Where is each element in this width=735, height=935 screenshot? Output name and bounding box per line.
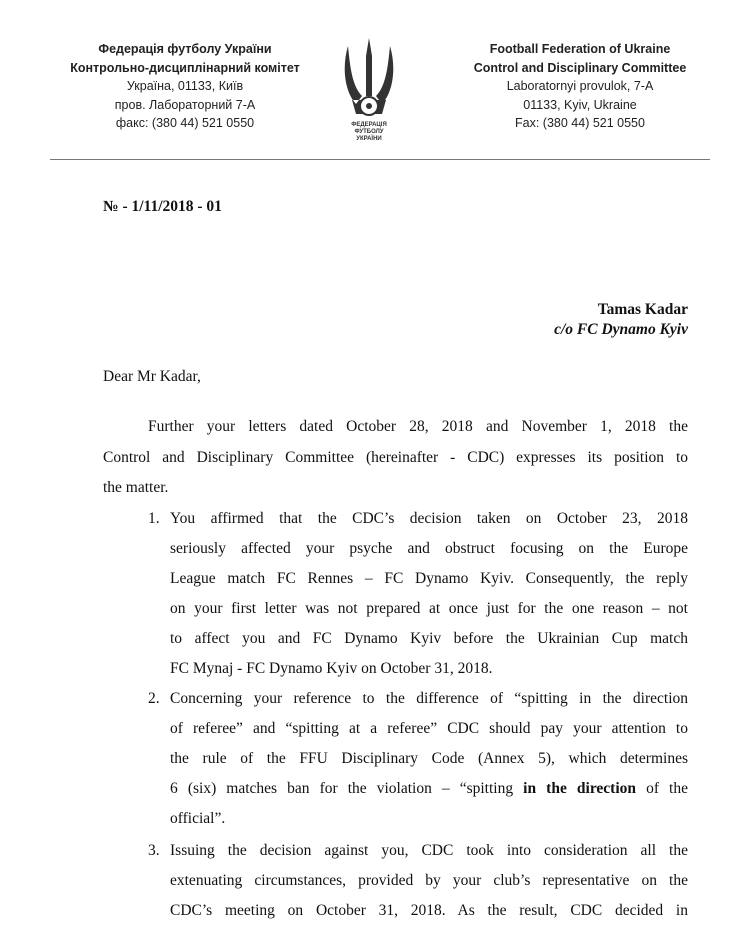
body-line: the matter. xyxy=(103,479,169,496)
header-line: 01133, Kyiv, Ukraine xyxy=(523,97,637,112)
list-number: 2. xyxy=(148,690,160,707)
body-line: FC Mynaj - FC Dynamo Kyiv on October 31, 2018. xyxy=(170,660,493,677)
body-line: extenuating circumstances, provided by your club’s representative on the xyxy=(170,872,688,889)
salutation: Dear Mr Kadar, xyxy=(103,368,201,385)
body-line: You affirmed that the CDC’s decision taken on October 23, 2018 xyxy=(170,510,688,527)
body-line: seriously affected your psyche and obstruct focusing on the Europe xyxy=(170,540,688,557)
body-line: Control and Disciplinary Committee (hereinafter - CDC) expresses its position to xyxy=(103,449,688,466)
header-line: Контрольно-дисциплінарний комітет xyxy=(70,60,300,75)
body-line: CDC’s meeting on October 31, 2018. As the result, CDC decided in xyxy=(170,902,688,919)
bold-text: in the direction xyxy=(523,780,637,797)
header-divider xyxy=(50,159,710,160)
svg-text:ФЕДЕРАЦІЯ: ФЕДЕРАЦІЯ xyxy=(351,122,387,128)
body-line: League match FC Rennes – FC Dynamo Kyiv. Consequently, the reply xyxy=(170,570,688,587)
svg-text:ФУТБОЛУ: ФУТБОЛУ xyxy=(354,129,384,135)
body-line: Issuing the decision against you, CDC took into consideration all the xyxy=(170,842,688,859)
svg-text:УКРАЇНИ: УКРАЇНИ xyxy=(356,136,382,142)
header-line: Control and Disciplinary Committee xyxy=(473,60,687,75)
addressee xyxy=(554,300,688,340)
body-line: on your first letter was not prepared at once just for the one reason – not xyxy=(170,600,688,617)
body-line: the rule of the FFU Disciplinary Code (Annex 5), which determines xyxy=(170,750,688,767)
header-line: Fax: (380 44) 521 0550 xyxy=(515,116,645,130)
header-line: Football Federation of Ukraine xyxy=(489,42,671,56)
body-line xyxy=(170,780,688,802)
list-number: 3. xyxy=(148,842,160,859)
text: of the xyxy=(636,780,688,797)
body-line: to affect you and FC Dynamo Kyiv before the Ukrainian Cup match xyxy=(170,630,688,647)
addressee-name: Tamas Kadar xyxy=(597,301,688,318)
body-line: Further your letters dated October 28, 2018 and November 1, 2018 the xyxy=(148,418,688,435)
addressee-org: c/o FC Dynamo Kyiv xyxy=(554,321,688,338)
body-line: Concerning your reference to the difference of “spitting in the direction xyxy=(170,690,688,707)
body-line: of referee” and “spitting at a referee” CDC should pay your attention to xyxy=(170,720,688,737)
header-line: пров. Лабораторний 7-А xyxy=(114,97,256,112)
header-line: Laboratornyi provulok, 7-A xyxy=(506,79,654,93)
list-number: 1. xyxy=(148,510,160,527)
text: 6 (six) matches ban for the violation – “spitting xyxy=(170,780,524,797)
header-line: Україна, 01133, Київ xyxy=(126,79,244,93)
header-line: Федерація футболу України xyxy=(98,42,272,56)
header-ukrainian xyxy=(40,40,330,133)
header-english xyxy=(430,40,730,133)
reference-number: № - 1/11/2018 - 01 xyxy=(103,198,222,215)
body-line: official”. xyxy=(170,810,226,827)
header-line: факс: (380 44) 521 0550 xyxy=(115,116,255,130)
ffu-trident-logo-icon xyxy=(338,36,400,154)
